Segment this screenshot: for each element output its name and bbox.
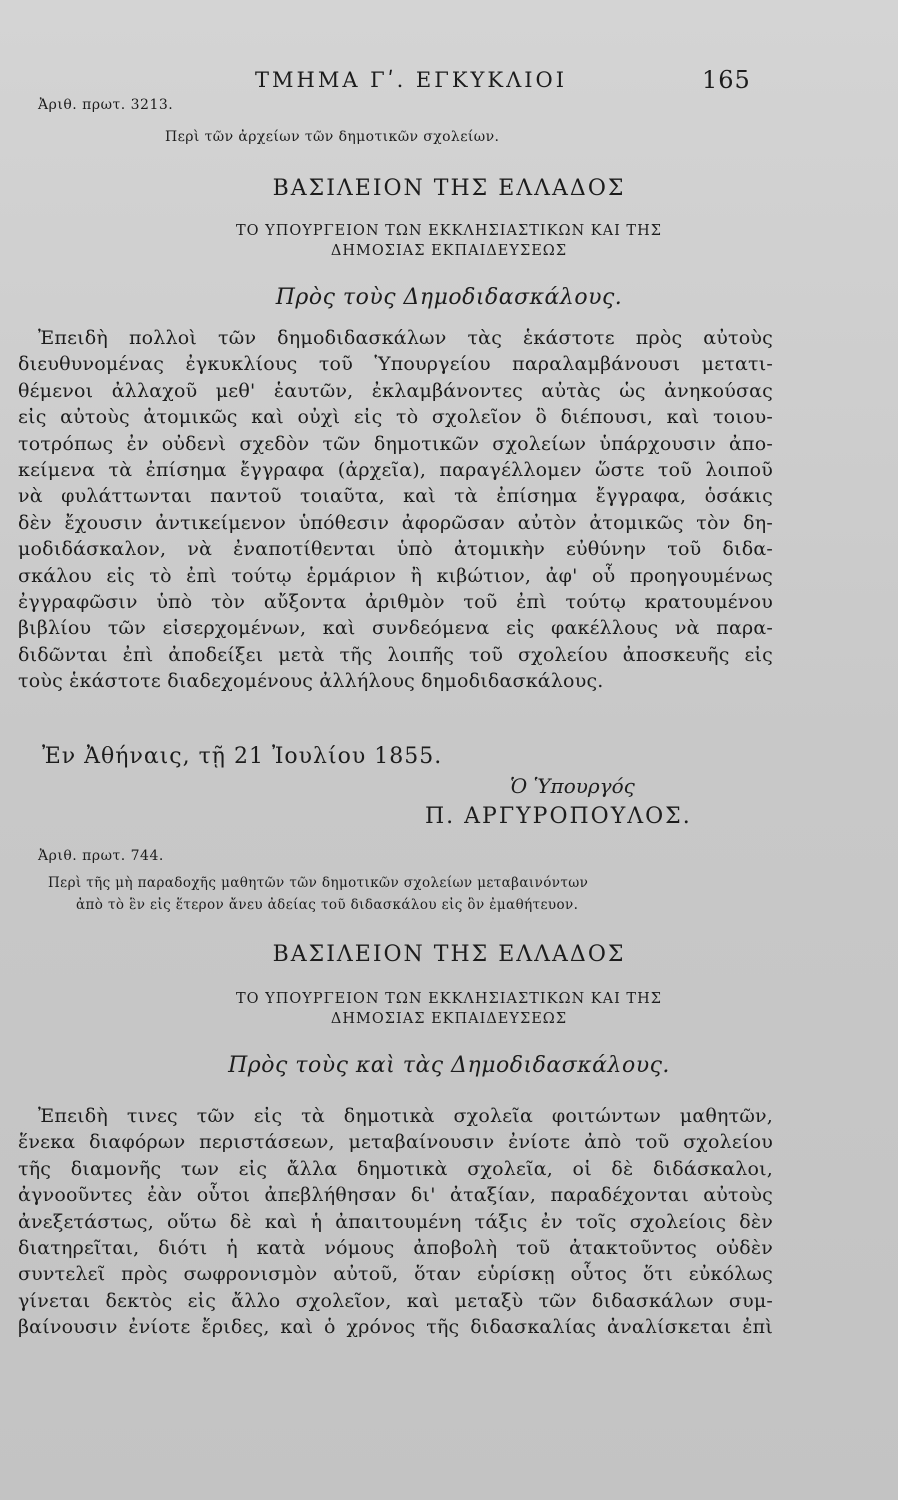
date-line: Ἐν Ἀθήναις, τῇ 21 Ἰουλίου 1855. bbox=[42, 744, 443, 769]
running-head: ΤΜΗΜΑ Γʹ. ΕΓΚΥΚΛΙΟΙ bbox=[255, 68, 568, 92]
ministry-heading-line2: ΔΗΜΟΣΙΑΣ ΕΚΠΑΙΔΕΥΣΕΩΣ bbox=[330, 1011, 568, 1027]
body-line: τῆς διαμονῆς των εἰς ἄλλα δημοτικὰ σχολεῖα, οἱ δὲ διδάσκαλοι, bbox=[18, 1157, 773, 1180]
body-line: βιβλίου τῶν εἰσερχομένων, καὶ συνδεόμενα εἰς φακέλλους νὰ παρα- bbox=[18, 617, 773, 640]
body-line: βαίνουσιν ἐνίοτε ἔριδες, καὶ ὁ χρόνος τῆς διδασκαλίας ἀναλίσκεται ἐπὶ bbox=[18, 1316, 773, 1339]
body-line: σκάλου εἰς τὸ ἐπὶ τούτῳ ἑρμάριον ἢ κιβώτιον, ἀφ' οὗ προηγουμένως bbox=[18, 564, 773, 587]
body-line: κείμενα τὰ ἐπίσημα ἔγγραφα (ἀρχεῖα), παραγέλλομεν ὥστε τοῦ λοιποῦ bbox=[18, 459, 773, 482]
body-line: ἀνεξετάστως, οὕτω δὲ καὶ ἡ ἀπαιτουμένη τάξις ἐν τοῖς σχολείοις δὲν bbox=[18, 1210, 773, 1233]
body-line: ἕνεκα διαφόρων περιστάσεων, μεταβαίνουσιν ἐνίοτε ἀπὸ τοῦ σχολείου bbox=[18, 1131, 773, 1154]
body-line: τοτρόπως ἐν οὐδενὶ σχεδὸν τῶν δημοτικῶν σχολείων ὑπάρχουσιν ἀπο- bbox=[18, 432, 773, 455]
body-line: Ἐπειδὴ τινες τῶν εἰς τὰ δημοτικὰ σχολεῖα φοιτώντων μαθητῶν, bbox=[38, 1105, 773, 1127]
addressee-line: Πρὸς τοὺς καὶ τὰς Δημοδιδασκάλους. bbox=[228, 1053, 670, 1078]
body-line: νὰ φυλάττωνται παντοῦ τοιαῦτα, καὶ τὰ ἐπίσημα ἔγγραφα, ὁσάκις bbox=[18, 485, 773, 508]
body-line: εἰς αὐτοὺς ἀτομικῶς καὶ οὐχὶ εἰς τὸ σχολεῖον ὃ διέπουσι, καὶ τοιου- bbox=[18, 406, 773, 429]
body-line: Ἐπειδὴ πολλοὶ τῶν δημοδιδασκάλων τὰς ἑκάστοτε πρὸς αὐτοὺς bbox=[38, 327, 773, 349]
body-line: ἐγγραφῶσιν ὑπὸ τὸν αὔξοντα ἀριθμὸν τοῦ ἐπὶ τούτῳ κρατουμένου bbox=[18, 591, 773, 614]
body-line: δὲν ἔχουσιν ἀντικείμενον ὑπόθεσιν ἀφορῶσαν αὐτὸν ἀτομικῶς τὸν δη- bbox=[18, 511, 773, 534]
subject-line: Περὶ τῆς μὴ παραδοχῆς μαθητῶν τῶν δημοτικῶν σχολείων μεταβαινόντων bbox=[48, 875, 589, 891]
circular-body bbox=[18, 1103, 773, 1341]
page-number: 165 bbox=[702, 66, 751, 94]
subject-line: Περὶ τῶν ἀρχείων τῶν δημοτικῶν σχολείων. bbox=[165, 129, 500, 145]
body-line: διατηρεῖται, διότι ἡ κατὰ νόμους ἀποβολὴ τοῦ ἀτακτοῦντος οὐδὲν bbox=[18, 1237, 773, 1260]
addressee-line: Πρὸς τοὺς Δημοδιδασκάλους. bbox=[275, 285, 623, 310]
ministry-heading-line1: ΤΟ ΥΠΟΥΡΓΕΙΟΝ ΤΩΝ ΕΚΚΛΗΣΙΑΣΤΙΚΩΝ ΚΑΙ ΤΗΣ bbox=[236, 991, 662, 1007]
body-line: συντελεῖ πρὸς σωφρονισμὸν αὐτοῦ, ὅταν εὑρίσκῃ οὗτος ὅτι εὐκόλως bbox=[18, 1263, 773, 1286]
body-line: γίνεται δεκτὸς εἰς ἄλλο σχολεῖον, καὶ μεταξὺ τῶν διδασκάλων συμ- bbox=[18, 1289, 773, 1312]
body-line: θέμενοι ἀλλαχοῦ μεθ' ἑαυτῶν, ἐκλαμβάνοντες αὐτὰς ὡς ἀνηκούσας bbox=[18, 379, 773, 402]
ministry-heading-line1: ΤΟ ΥΠΟΥΡΓΕΙΟΝ ΤΩΝ ΕΚΚΛΗΣΙΑΣΤΙΚΩΝ ΚΑΙ ΤΗΣ bbox=[236, 223, 662, 239]
subject-line: ἀπὸ τὸ ἓν εἰς ἕτερον ἄνευ ἀδείας τοῦ διδασκάλου εἰς ὃν ἐμαθήτευον. bbox=[76, 897, 579, 913]
signature-title: Ὁ Ὑπουργός bbox=[510, 774, 635, 798]
protocol-number: Ἀριθ. πρωτ. 3213. bbox=[38, 97, 174, 113]
signature-name: Π. ΑΡΓΥΡΟΠΟΥΛΟΣ. bbox=[425, 804, 692, 829]
kingdom-heading: ΒΑΣΙΛΕΙΟΝ ΤΗΣ ΕΛΛΑΔΟΣ bbox=[272, 176, 626, 201]
circular-body bbox=[18, 325, 773, 695]
kingdom-heading: ΒΑΣΙΛΕΙΟΝ ΤΗΣ ΕΛΛΑΔΟΣ bbox=[272, 942, 626, 967]
body-line: τοὺς ἑκάστοτε διαδεχομένους ἀλλήλους δημοδιδασκάλους. bbox=[18, 670, 604, 693]
ministry-heading-line2: ΔΗΜΟΣΙΑΣ ΕΚΠΑΙΔΕΥΣΕΩΣ bbox=[330, 243, 568, 259]
body-line: μοδιδάσκαλον, νὰ ἐναποτίθενται ὑπὸ ἀτομικὴν εὐθύνην τοῦ διδα- bbox=[18, 538, 773, 561]
body-line: διευθυνομένας ἐγκυκλίους τοῦ Ὑπουργείου παραλαμβάνουσι μετατι- bbox=[18, 353, 773, 376]
protocol-number: Ἀριθ. πρωτ. 744. bbox=[38, 848, 164, 864]
body-line: ἀγνοοῦντες ἐὰν οὗτοι ἀπεβλήθησαν δι' ἀταξίαν, παραδέχονται αὐτοὺς bbox=[18, 1184, 773, 1207]
body-line: διδῶνται ἐπὶ ἀποδείξει μετὰ τῆς λοιπῆς τοῦ σχολείου ἀποσκευῆς εἰς bbox=[18, 643, 773, 666]
